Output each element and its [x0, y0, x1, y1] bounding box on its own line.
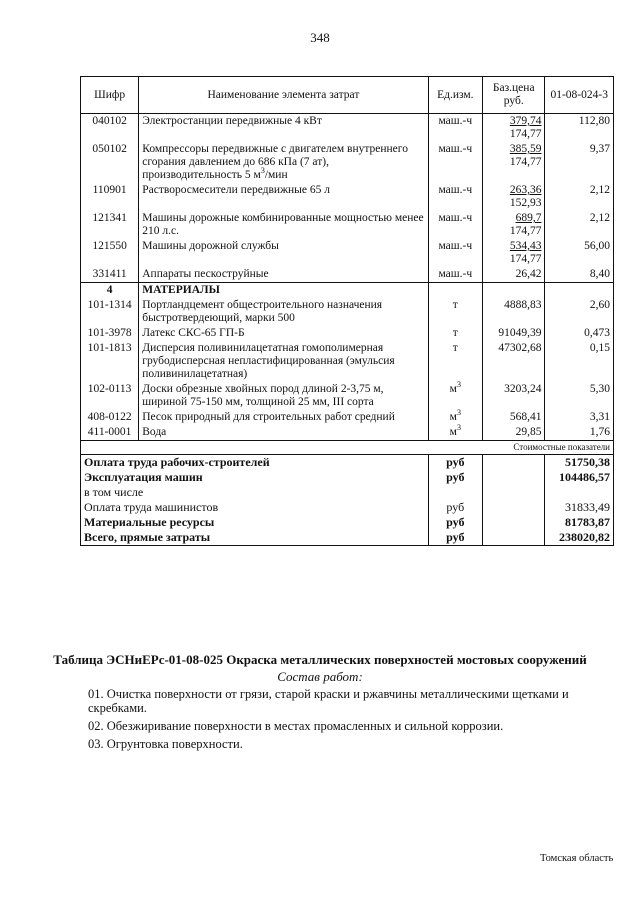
- row-unit: т: [428, 341, 482, 382]
- cost-table: [80, 76, 614, 546]
- table-row: [81, 211, 614, 239]
- row-code: 408-0122: [81, 410, 139, 425]
- price-total: 379,74: [509, 115, 542, 127]
- row-price: 4888,83: [483, 298, 545, 326]
- table-title: Таблица ЭСНиЕРс-01-08-025 Окраска металлических поверхностей мостовых сооружений: [53, 652, 587, 667]
- row-unit: маш.-ч: [428, 267, 482, 283]
- row-price: 91049,39: [483, 326, 545, 341]
- summary-value: 31833,49: [545, 500, 614, 515]
- summary-row: [81, 485, 614, 500]
- row-code: 102-0113: [81, 382, 139, 410]
- header-price: Баз.цена руб.: [483, 77, 545, 114]
- row-unit: $м^3$: [428, 425, 482, 441]
- row-norm: 5,30: [545, 382, 614, 410]
- row-norm: 56,00: [545, 239, 614, 267]
- header-norm: 01-08-024-3: [545, 77, 614, 114]
- row-norm: 8,40: [545, 267, 614, 283]
- price-total: 385,59: [509, 143, 542, 155]
- summary-unit: руб: [428, 530, 482, 546]
- table-row: [81, 267, 614, 283]
- price-total: 534,43: [509, 240, 542, 252]
- row-unit: $м^3$: [428, 382, 482, 410]
- summary-unit: руб: [428, 500, 482, 515]
- summary-unit: руб: [428, 455, 482, 471]
- cost-indicators-header: [81, 441, 614, 455]
- row-price: 29,85: [483, 425, 545, 441]
- row-price: 47302,68: [483, 341, 545, 382]
- header-code: Шифр: [81, 77, 139, 114]
- row-unit: маш.-ч: [428, 114, 482, 143]
- row-unit: $м^3$: [428, 410, 482, 425]
- table-row: [81, 114, 614, 143]
- row-code: 121550: [81, 239, 139, 267]
- row-norm: 112,80: [545, 114, 614, 143]
- price-wage: 174,77: [509, 128, 542, 140]
- row-unit: маш.-ч: [428, 211, 482, 239]
- row-name: Доски обрезные хвойных пород длиной 2-3,75 м, шириной 75-150 мм, толщиной 25 мм, III сорта: [139, 382, 428, 410]
- price-wage: 174,77: [509, 156, 542, 168]
- page-number: 348: [310, 30, 330, 45]
- row-unit: маш.-ч: [428, 142, 482, 183]
- price-total: 263,36: [509, 184, 542, 196]
- table-row: [81, 142, 614, 183]
- work-item: 03. Огрунтовка поверхности.: [88, 737, 243, 751]
- row-code: 110901: [81, 183, 139, 211]
- summary-value: 238020,82: [545, 530, 614, 546]
- row-norm: 2,12: [545, 211, 614, 239]
- row-unit: маш.-ч: [428, 239, 482, 267]
- summary-label: Оплата труда рабочих-строителей: [81, 455, 429, 471]
- row-code: 101-3978: [81, 326, 139, 341]
- table-row: [81, 425, 614, 441]
- table-row: [81, 382, 614, 410]
- summary-value: 81783,87: [545, 515, 614, 530]
- price-total: 689,7: [515, 212, 542, 224]
- row-norm: 0,15: [545, 341, 614, 382]
- row-name: Дисперсия поливинилацетатная гомополимерная грубодисперсная непластифицированная (эмульсия поливинилацетатная): [139, 341, 428, 382]
- row-price: [483, 183, 545, 211]
- summary-row: [81, 530, 614, 546]
- row-code: 101-1813: [81, 341, 139, 382]
- works-subtitle: Состав работ:: [277, 669, 363, 684]
- row-code: 040102: [81, 114, 139, 143]
- summary-row: [81, 515, 614, 530]
- summary-row: [81, 500, 614, 515]
- summary-value: 51750,38: [545, 455, 614, 471]
- row-price: [483, 239, 545, 267]
- section-code: 4: [81, 283, 139, 299]
- row-price: [483, 267, 545, 283]
- table-row: [81, 298, 614, 326]
- price-total: 26,42: [515, 268, 542, 280]
- row-name: Вода: [139, 425, 428, 441]
- work-item: 02. Обезжиривание поверхности в местах промасленных и сильной коррозии.: [88, 719, 504, 733]
- summary-row: [81, 455, 614, 471]
- row-name: Машины дорожной службы: [139, 239, 428, 267]
- row-unit: т: [428, 326, 482, 341]
- summary-unit: руб: [428, 470, 482, 485]
- row-norm: 3,31: [545, 410, 614, 425]
- cost-indicators-label: Стоимостные показатели: [81, 441, 614, 455]
- row-code: 121341: [81, 211, 139, 239]
- row-code: 331411: [81, 267, 139, 283]
- summary-label: в том числе: [81, 485, 429, 500]
- row-code: 050102: [81, 142, 139, 183]
- header-name: Наименование элемента затрат: [139, 77, 428, 114]
- price-wage: 174,77: [509, 225, 542, 237]
- row-unit: маш.-ч: [428, 183, 482, 211]
- table-row: [81, 239, 614, 267]
- section-title: МАТЕРИАЛЫ: [139, 283, 428, 299]
- row-code: 101-1314: [81, 298, 139, 326]
- row-name: Машины дорожные комбинированные мощностью менее 210 л.с.: [139, 211, 428, 239]
- summary-label: Эксплуатация машин: [81, 470, 429, 485]
- row-norm: 9,37: [545, 142, 614, 183]
- row-norm: 2,12: [545, 183, 614, 211]
- row-name: Аппараты пескоструйные: [139, 267, 428, 283]
- row-price: 3203,24: [483, 382, 545, 410]
- summary-label: Оплата труда машинистов: [81, 500, 429, 515]
- work-item: 01. Очистка поверхности от грязи, старой краски и ржавчины металлическими щетками и скребками.: [88, 687, 569, 715]
- table-row: [81, 341, 614, 382]
- summary-unit: руб: [428, 515, 482, 530]
- summary-value: 104486,57: [545, 470, 614, 485]
- row-price: [483, 211, 545, 239]
- summary-row: [81, 470, 614, 485]
- row-unit: т: [428, 298, 482, 326]
- works-list: [88, 687, 598, 755]
- row-name: Портландцемент общестроительного назначения быстротвердеющий, марки 500: [139, 298, 428, 326]
- table-row: [81, 326, 614, 341]
- summary-label: Всего, прямые затраты: [81, 530, 429, 546]
- row-code: 411-0001: [81, 425, 139, 441]
- price-wage: 152,93: [509, 197, 542, 209]
- row-price: [483, 142, 545, 183]
- row-price: [483, 114, 545, 143]
- table-row: [81, 183, 614, 211]
- row-norm: 1,76: [545, 425, 614, 441]
- row-price: 568,41: [483, 410, 545, 425]
- summary-label: Материальные ресурсы: [81, 515, 429, 530]
- section-row: [81, 283, 614, 299]
- row-name: Растворосмесители передвижные 65 л: [139, 183, 428, 211]
- row-name: Компрессоры передвижные с двигателем внутреннего сгорания давлением до 686 кПа (7 ат), производительность 5 $м^3$/мин: [139, 142, 428, 183]
- region-footer: Томская область: [540, 853, 614, 864]
- row-norm: 2,60: [545, 298, 614, 326]
- row-name: Песок природный для строительных работ средний: [139, 410, 428, 425]
- row-name: Электростанции передвижные 4 кВт: [139, 114, 428, 143]
- row-name: Латекс СКС-65 ГП-Б: [139, 326, 428, 341]
- header-unit: Ед.изм.: [428, 77, 482, 114]
- row-norm: 0,473: [545, 326, 614, 341]
- price-wage: 174,77: [509, 253, 542, 265]
- table-row: [81, 410, 614, 425]
